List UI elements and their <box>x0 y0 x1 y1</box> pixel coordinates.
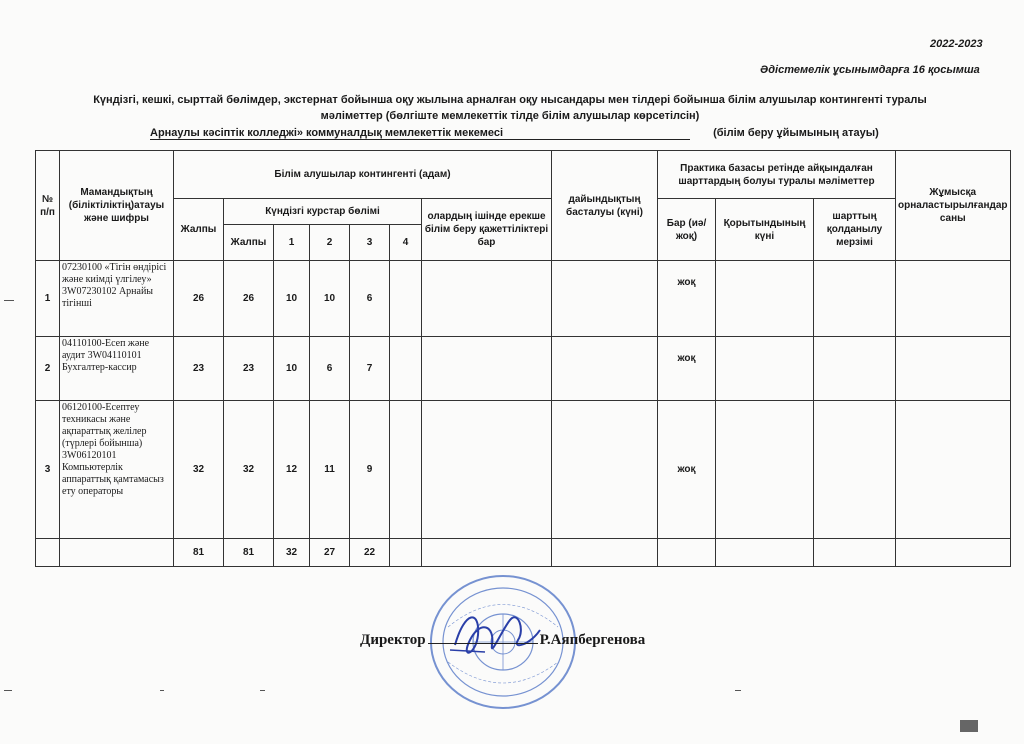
row-number: 3 <box>36 401 60 539</box>
row-specialty: 06120100-Есептеу техникасы және ақпараттық желілер (түрлері бойынша) 3W06120101 Компьютерлік аппараттық қамтамасыз ету операторы <box>60 401 174 539</box>
totals-course-4 <box>390 539 422 567</box>
row-specialty: 07230100 «Тігін өндірісі және киімді үлгілеу» 3W07230102 Арнайы тігінші <box>60 261 174 337</box>
row-day-total: 23 <box>224 337 274 401</box>
institution-name: Арнаулы кәсіптік колледжі» коммуналдық мемлекеттік мекемесі <box>150 127 690 140</box>
totals-exists <box>658 539 716 567</box>
table-row <box>36 261 1011 337</box>
header-total: Жалпы <box>174 199 224 261</box>
totals-conclusion-date <box>716 539 814 567</box>
row-course-3: 6 <box>350 261 390 337</box>
header-daytime-total: Жалпы <box>224 225 274 261</box>
totals-row <box>36 539 1011 567</box>
signature-line <box>360 632 645 649</box>
header-contingent: Білім алушылар контингенті (адам) <box>174 151 552 199</box>
header-employed: Жұмысқа орналастырылғандар саны <box>896 151 1011 261</box>
totals-special-needs <box>422 539 552 567</box>
row-course-2: 10 <box>310 261 350 337</box>
row-number: 1 <box>36 261 60 337</box>
header-course-2: 2 <box>310 225 350 261</box>
row-readiness <box>552 337 658 401</box>
row-total: 26 <box>174 261 224 337</box>
row-total: 23 <box>174 337 224 401</box>
row-number: 2 <box>36 337 60 401</box>
totals-total: 81 <box>174 539 224 567</box>
row-course-4 <box>390 337 422 401</box>
title-line-1: Күндізгі, кешкі, сырттай бөлімдер, экстернат бойынша оқу жылына арналған оқу нысандары мен тілдері бойынша білім алушылар контингенті туралы <box>93 94 927 106</box>
totals-empty-no <box>36 539 60 567</box>
institution-note: (білім беру ұйымының атауы) <box>713 127 879 139</box>
row-exists: жоқ <box>658 401 716 539</box>
header-readiness: дайындықтың басталуы (күні) <box>552 151 658 261</box>
row-course-4 <box>390 401 422 539</box>
signature-name: Р.Аяпбергенова <box>539 632 646 648</box>
row-employed <box>896 337 1011 401</box>
header-course-1: 1 <box>274 225 310 261</box>
totals-validity <box>814 539 896 567</box>
row-course-2: 11 <box>310 401 350 539</box>
row-conclusion-date <box>716 401 814 539</box>
row-total: 32 <box>174 401 224 539</box>
totals-course-2: 27 <box>310 539 350 567</box>
header-exists: Бар (иә/жоқ) <box>658 199 716 261</box>
totals-day-total: 81 <box>224 539 274 567</box>
header-special-needs: олардың ішінде ерекше білім беру қажеттіліктері бар <box>422 199 552 261</box>
header-daytime: Күндізгі курстар бөлімі <box>224 199 422 225</box>
row-course-3: 9 <box>350 401 390 539</box>
row-special-needs <box>422 337 552 401</box>
row-validity <box>814 261 896 337</box>
header-conclusion-date: Қорытындының күні <box>716 199 814 261</box>
row-conclusion-date <box>716 337 814 401</box>
row-day-total: 32 <box>224 401 274 539</box>
row-special-needs <box>422 401 552 539</box>
row-course-4 <box>390 261 422 337</box>
row-course-3: 7 <box>350 337 390 401</box>
totals-employed <box>896 539 1011 567</box>
annex-label: Әдістемелік ұсынымдарға 16 қосымша <box>760 64 980 76</box>
row-employed <box>896 261 1011 337</box>
row-course-1: 10 <box>274 337 310 401</box>
contingent-table <box>35 150 1011 567</box>
row-readiness <box>552 401 658 539</box>
row-conclusion-date <box>716 261 814 337</box>
row-employed <box>896 401 1011 539</box>
row-exists: жоқ <box>658 261 716 337</box>
totals-course-1: 32 <box>274 539 310 567</box>
row-validity <box>814 401 896 539</box>
row-validity <box>814 337 896 401</box>
signature-underline <box>428 643 538 644</box>
row-specialty: 04110100-Есеп және аудит 3W04110101 Бухгалтер-кассир <box>60 337 174 401</box>
row-readiness <box>552 261 658 337</box>
title-line-2: мәліметтер (бөлгіште мемлекеттік тілде білім алушылар көрсетілсін) <box>320 110 700 122</box>
table-row <box>36 337 1011 401</box>
row-course-1: 12 <box>274 401 310 539</box>
totals-readiness <box>552 539 658 567</box>
row-course-2: 6 <box>310 337 350 401</box>
table-row <box>36 401 1011 539</box>
header-course-4: 4 <box>390 225 422 261</box>
header-practice: Практика базасы ретінде айқындалған шарттардың болуы туралы мәліметтер <box>658 151 896 199</box>
header-no: № п/п <box>36 151 60 261</box>
institution-line <box>150 127 879 140</box>
year-label: 2022-2023 <box>930 38 983 50</box>
row-course-1: 10 <box>274 261 310 337</box>
totals-course-3: 22 <box>350 539 390 567</box>
row-exists: жоқ <box>658 337 716 401</box>
document-title <box>40 92 980 124</box>
header-course-3: 3 <box>350 225 390 261</box>
signature-role: Директор <box>360 632 426 648</box>
header-validity: шарттың қолданылу мерзімі <box>814 199 896 261</box>
header-specialty: Мамандықтың (біліктіліктің)атауы және шифры <box>60 151 174 261</box>
totals-empty-specialty <box>60 539 174 567</box>
row-day-total: 26 <box>224 261 274 337</box>
row-special-needs <box>422 261 552 337</box>
